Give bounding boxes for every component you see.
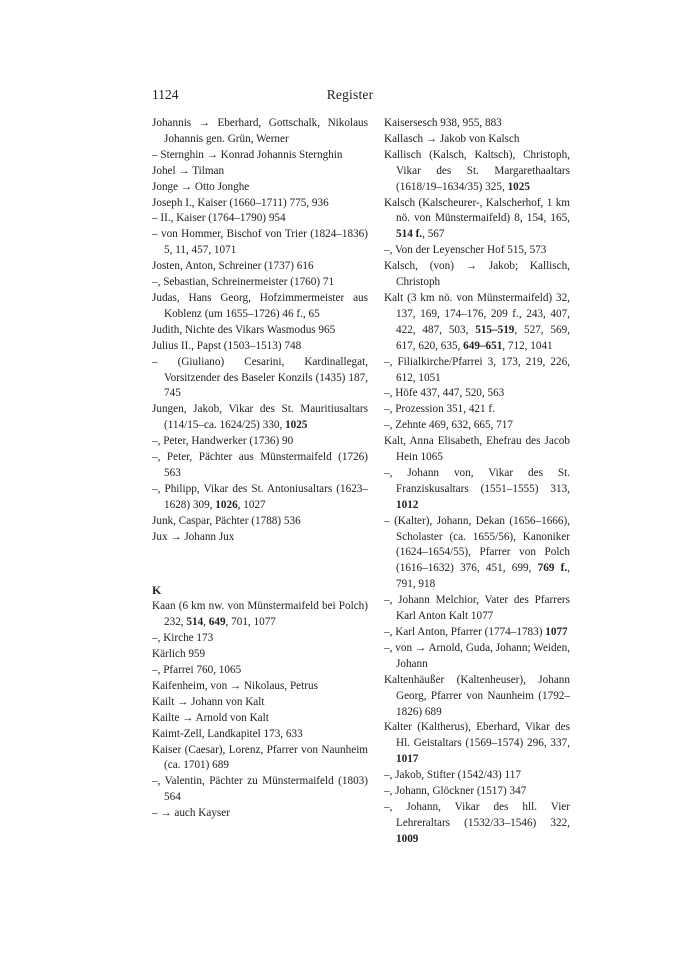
index-entry: – II., Kaiser (1764–1790) 954 <box>152 212 286 225</box>
index-entry: Jonge → Otto Jonghe <box>152 180 250 193</box>
index-entry: –, Jakob, Stifter (1542/43) 117 <box>384 769 521 782</box>
index-entry: Kailt → Johann von Kalt <box>152 695 265 708</box>
index-entry: Kalsch, (von) → Jakob; Kallisch, Christoph <box>384 260 570 289</box>
index-entry: Kalt, Anna Elisabeth, Ehefrau des Jacob Hein 1065 <box>384 435 570 464</box>
index-entry: Junk, Caspar, Pächter (1788) 536 <box>152 514 301 527</box>
index-entry <box>384 800 570 848</box>
page-number: 1124 <box>152 87 179 102</box>
bold-page-ref: 514 <box>186 616 204 629</box>
entry-text: –, Philipp, Vikar des St. Antoniusaltars (1623–1628) 309, <box>152 482 368 511</box>
bold-page-ref: 1012 <box>396 498 419 511</box>
index-entry: Kaifenheim, von → Nikolaus, Petrus <box>152 679 318 692</box>
index-entry: Julius II., Papst (1503–1513) 748 <box>152 339 302 352</box>
index-entry: –, Höfe 437, 447, 520, 563 <box>384 387 505 400</box>
entry-text: Kalt (3 km nö. von Münstermaifeld) 32, 137, 169, 174–176, 209 f., 243, 407, 422, 487, 503, <box>384 291 570 336</box>
index-entry: –, Zehnte 469, 632, 665, 717 <box>384 419 513 432</box>
bold-page-ref: 515–519 <box>475 323 515 336</box>
entry-text-tail: , 791, 918 <box>396 562 570 591</box>
bold-page-ref: 1077 <box>545 626 568 638</box>
index-entry: – → auch Kayser <box>152 807 230 820</box>
page-header <box>152 87 548 105</box>
index-entry: Jux → Johann Jux <box>152 530 235 543</box>
bold-page-ref: 1025 <box>285 419 308 432</box>
index-entry <box>152 402 368 434</box>
index-entry: –, Pfarrei 760, 1065 <box>152 664 242 676</box>
running-head: Register <box>326 87 374 102</box>
bold-page-ref: 649 <box>208 616 226 629</box>
index-entry: –, Kirche 173 <box>152 632 214 645</box>
entry-text: – (Kalter), Johann, Dekan (1656–1666), Scholaster (ca. 1655/56), Kanoniker (1624–1654/55), Pfarrer von Polch (1616–1632) 376, 451, 699, <box>384 514 570 575</box>
index-entry: –, Prozession 351, 421 f. <box>384 403 495 416</box>
index-entry <box>384 148 570 196</box>
entry-text: –, Johann, Vikar des hll. Vier Lehreraltars (1532/33–1546) 322, <box>384 800 570 829</box>
bold-page-ref: 1026 <box>215 498 238 511</box>
left-column <box>152 116 368 822</box>
index-entry: Kaisersesch 938, 955, 883 <box>384 117 502 129</box>
bold-page-ref: 514 f. <box>396 228 423 241</box>
bold-page-ref: 769 f. <box>537 562 568 575</box>
index-entry <box>384 291 570 355</box>
section-gap <box>152 545 368 583</box>
entry-text: Jungen, Jakob, Vikar des St. Mauritiusaltars (114/15–ca. 1624/25) 330, <box>152 403 368 432</box>
index-entry: Kaimt-Zell, Landkapitel 173, 633 <box>152 727 303 740</box>
entry-text-tail: , 712, 1041 <box>502 339 553 352</box>
entry-text-tail: , 567 <box>422 228 445 241</box>
index-entry: –, Sebastian, Schreinermeister (1760) 71 <box>152 276 335 289</box>
entry-text: –, Karl Anton, Pfarrer (1774–1783) <box>384 626 546 638</box>
bold-page-ref: 649–651 <box>463 339 503 352</box>
right-column <box>384 116 570 848</box>
entry-text: Kaan (6 km nw. von Münstermaifeld bei Polch) 232, <box>152 600 368 629</box>
index-entry: Joseph I., Kaiser (1660–1711) 775, 936 <box>152 196 329 209</box>
index-entry: Johel → Tilman <box>152 164 225 177</box>
index-entry <box>384 466 570 514</box>
entry-sep: , <box>203 616 209 629</box>
index-entry: –, Johann Melchior, Vater des Pfarrers Karl Anton Kalt 1077 <box>384 594 570 623</box>
index-entry: Kaltenhäußer (Kaltenheuser), Johann Georg, Pfarrer von Naunheim (1792–1826) 689 <box>384 673 570 718</box>
entry-text: Kallisch (Kalsch, Kaltsch), Christoph, Vikar des St. Margarethaaltars (1618/19–1634/35) 325, <box>384 148 570 193</box>
index-entry: Johannis → Eberhard, Gottschalk, Nikolaus Johannis gen. Grün, Werner <box>152 117 368 145</box>
index-entry: –, Peter, Pächter aus Münstermaifeld (1726) 563 <box>152 451 368 479</box>
bold-page-ref: 1025 <box>507 180 530 193</box>
index-entry: Judas, Hans Georg, Hofzimmermeister aus Koblenz (um 1655–1726) 46 f., 65 <box>152 291 368 320</box>
entry-text-tail: , 701, 1077 <box>225 616 276 629</box>
index-entry <box>152 599 368 631</box>
index-entry: –, Peter, Handwerker (1736) 90 <box>152 435 294 448</box>
index-entry: – von Hommer, Bischof von Trier (1824–1836) 5, 11, 457, 1071 <box>152 228 368 257</box>
index-entry <box>152 482 368 514</box>
index-entry: – Sternghin → Konrad Johannis Sternghin <box>152 148 343 161</box>
index-entry: Kärlich 959 <box>152 648 206 661</box>
index-entry: –, Filialkirche/Pfarrei 3, 173, 219, 226, 612, 1051 <box>384 355 570 384</box>
index-entry: Kallasch → Jakob von Kalsch <box>384 132 520 145</box>
index-entry <box>384 720 570 768</box>
index-entry <box>384 625 570 641</box>
index-entry: Josten, Anton, Schreiner (1737) 616 <box>152 260 314 273</box>
index-entry: –, Valentin, Pächter zu Münstermaifeld (1803) 564 <box>152 775 368 804</box>
entry-text: Kalsch (Kalscheurer-, Kalscherhof, 1 km nö. von Münstermaifeld) 8, 154, 165, <box>384 196 570 225</box>
index-entry: Kailte → Arnold von Kalt <box>152 711 269 724</box>
index-entry: – (Giuliano) Cesarini, Kardinallegat, Vorsitzender des Baseler Konzils (1435) 187, 745 <box>152 355 368 400</box>
bold-page-ref: 1017 <box>396 753 419 766</box>
entry-text-mid: , 527, 569, 617, 620, 635, <box>396 323 571 352</box>
index-entry: –, von → Arnold, Guda, Johann; Weiden, Johann <box>384 641 570 670</box>
index-entry <box>384 196 570 244</box>
entry-text: –, Johann von, Vikar des St. Franziskusaltars (1551–1555) 313, <box>384 466 570 495</box>
index-entry: Kaiser (Caesar), Lorenz, Pfarrer von Naunheim (ca. 1701) 689 <box>152 743 368 772</box>
index-entry: –, Johann, Glöckner (1517) 347 <box>384 785 527 798</box>
index-entry <box>384 514 570 594</box>
entry-text-tail: , 1027 <box>237 498 266 511</box>
index-entry: –, Von der Leyenscher Hof 515, 573 <box>384 244 547 257</box>
entry-text: Kalter (Kaltherus), Eberhard, Vikar des Hl. Geistaltars (1569–1574) 296, 337, <box>384 721 570 750</box>
section-letter: K <box>152 583 162 598</box>
index-entry: Judith, Nichte des Vikars Wasmodus 965 <box>152 323 336 336</box>
bold-page-ref: 1009 <box>396 832 419 845</box>
